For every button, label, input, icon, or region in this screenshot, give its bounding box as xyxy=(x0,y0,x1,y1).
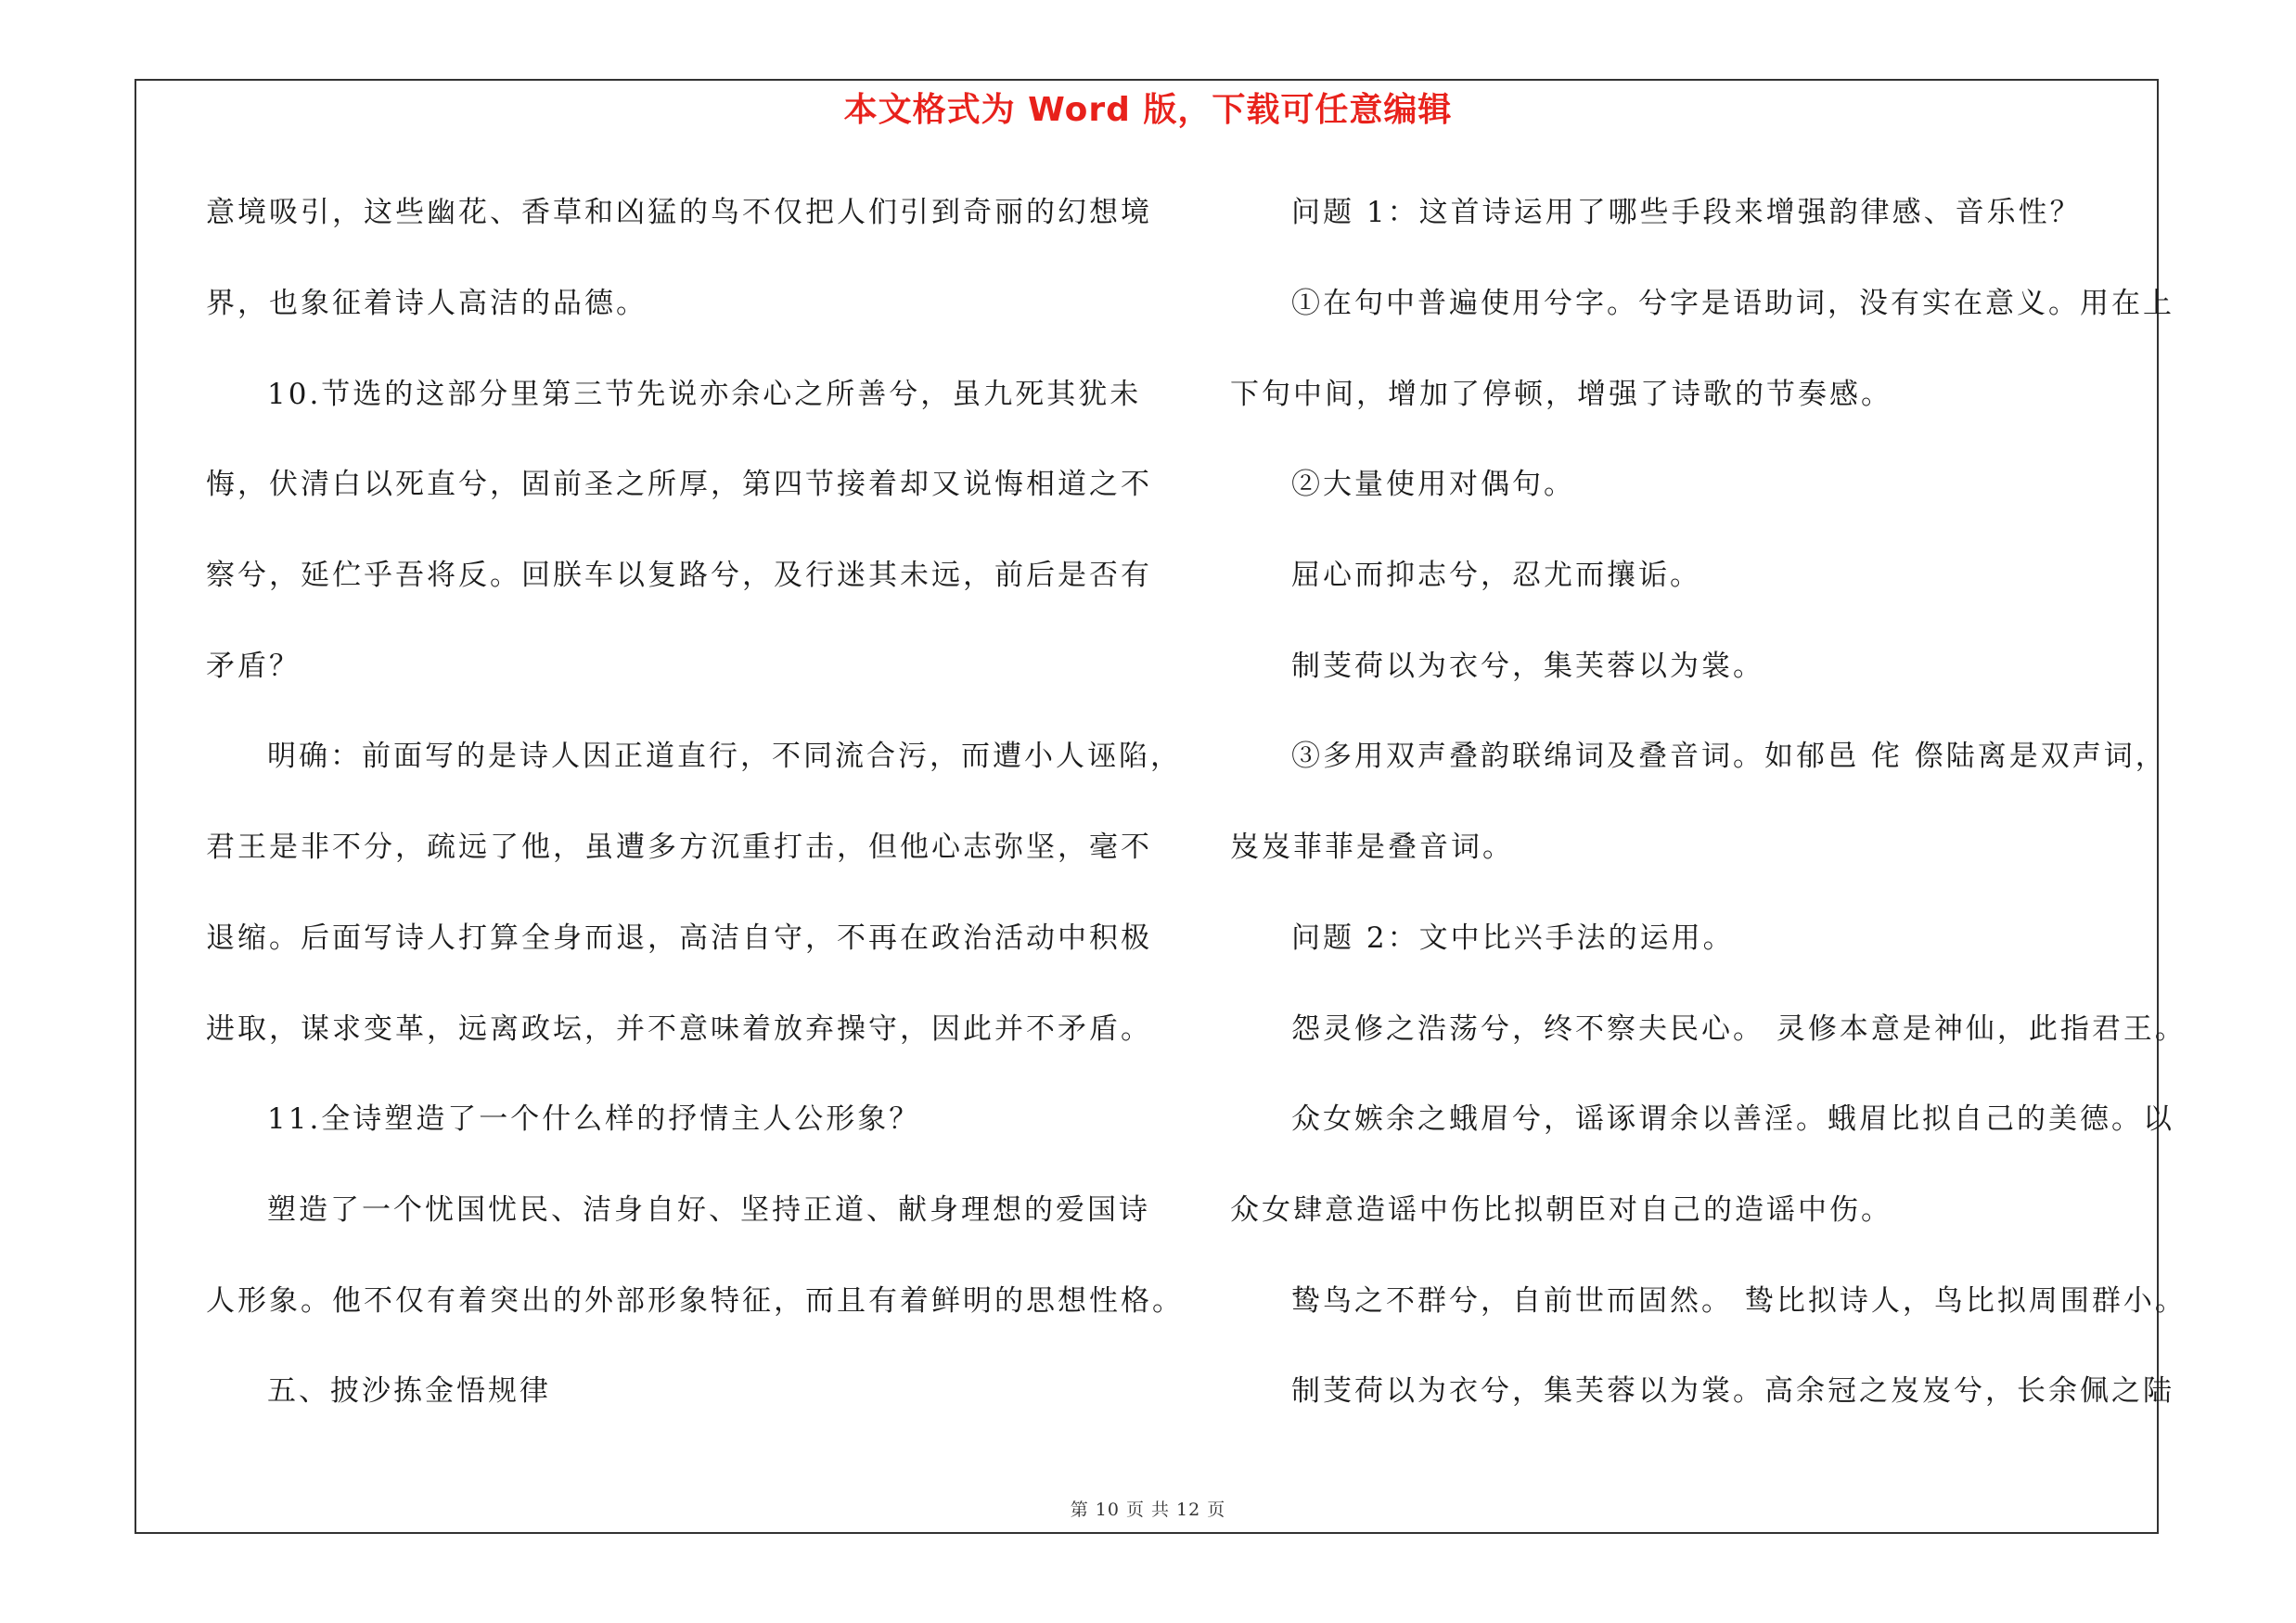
text-line: 悔，伏清白以死直兮，固前圣之所厚，第四节接着却又说悔相道之不 xyxy=(206,468,1152,501)
document-banner: 本文格式为 Word 版，下载可任意编辑 xyxy=(843,91,1453,129)
text-line: ①在句中普遍使用兮字。兮字是语助词，没有实在意义。用在上 xyxy=(1291,287,2174,320)
page-number-footer: 第 10 页 共 12 页 xyxy=(1070,1500,1226,1520)
text-line: 怨灵修之浩荡兮，终不察夫民心。 灵修本意是神仙，此指君王。 xyxy=(1291,1012,2187,1046)
text-line: 制芰荷以为衣兮，集芙蓉以为裳。高余冠之岌岌兮，长余佩之陆 xyxy=(1291,1374,2174,1408)
text-line: 11.全诗塑造了一个什么样的抒情主人公形象？ xyxy=(267,1102,921,1136)
text-line: 五、披沙拣金悟规律 xyxy=(267,1374,551,1408)
text-line: 明确：前面写的是诗人因正道直行，不同流合污，而遭小人诬陷， xyxy=(267,740,1182,773)
text-line: 10.节选的这部分里第三节先说亦余心之所善兮，虽九死其犹未 xyxy=(267,378,1142,411)
text-line: 下句中间，增加了停顿，增强了诗歌的节奏感。 xyxy=(1230,378,1892,411)
text-line: 君王是非不分，疏远了他，虽遭多方沉重打击，但他心志弥坚，毫不 xyxy=(206,831,1152,864)
text-line: 察兮，延伫乎吾将反。回朕车以复路兮，及行迷其未远，前后是否有 xyxy=(206,559,1152,592)
text-line: 进取，谋求变革，远离政坛，并不意味着放弃操守，因此并不矛盾。 xyxy=(206,1012,1152,1046)
text-line: 人形象。他不仅有着突出的外部形象特征，而且有着鲜明的思想性格。 xyxy=(206,1284,1184,1318)
text-line: 鸷鸟之不群兮，自前世而固然。 鸷比拟诗人，鸟比拟周围群小。 xyxy=(1291,1284,2187,1318)
text-line: 矛盾？ xyxy=(206,650,301,683)
text-line: 问题 1：这首诗运用了哪些手段来增强韵律感、音乐性？ xyxy=(1291,196,2082,229)
text-line: ③多用双声叠韵联绵词及叠音词。如郁邑 侘 傺陆离是双声词， xyxy=(1291,740,2167,773)
text-line: 问题 2：文中比兴手法的运用。 xyxy=(1291,921,1735,955)
text-line: 制芰荷以为衣兮，集芙蓉以为裳。 xyxy=(1291,650,1764,683)
text-line: 塑造了一个忧国忧民、洁身自好、坚持正道、献身理想的爱国诗 xyxy=(267,1193,1150,1227)
text-line: 众女嫉余之蛾眉兮，谣诼谓余以善淫。蛾眉比拟自己的美德。以 xyxy=(1291,1102,2174,1136)
text-line: 众女肆意造谣中伤比拟朝臣对自己的造谣中伤。 xyxy=(1230,1193,1892,1227)
text-line: ②大量使用对偶句。 xyxy=(1291,468,1575,501)
text-line: 屈心而抑志兮，忍尤而攘诟。 xyxy=(1291,559,1701,592)
text-line: 界，也象征着诗人高洁的品德。 xyxy=(206,287,648,320)
text-line: 退缩。后面写诗人打算全身而退，高洁自守，不再在政治活动中积极 xyxy=(206,921,1152,955)
text-line: 意境吸引，这些幽花、香草和凶猛的鸟不仅把人们引到奇丽的幻想境 xyxy=(206,196,1152,229)
text-line: 岌岌菲菲是叠音词。 xyxy=(1230,831,1514,864)
